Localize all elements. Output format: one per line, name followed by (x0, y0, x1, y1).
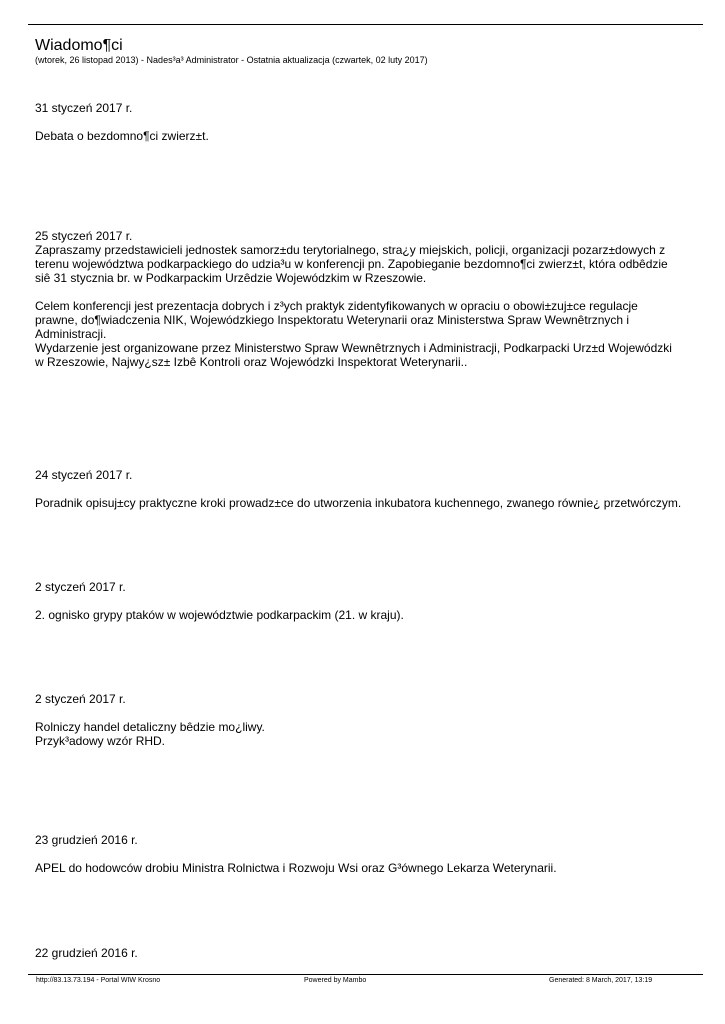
footer-rule (28, 974, 703, 975)
news-item (35, 833, 690, 875)
news-text: APEL do hodowców drobiu Ministra Rolnictwa i Rozwoju Wsi oraz G³ównego Lekarza Weterynarii. (35, 861, 557, 875)
news-item (35, 468, 690, 510)
footer-powered-by: Powered by Mambo (304, 977, 367, 984)
news-date: 22 grudzień 2016 r. (35, 946, 138, 960)
news-date: 25 styczeń 2017 r. (35, 229, 133, 243)
news-text: terenu województwa podkarpackiego do udzia³u w konferencji pn. Zapobieganie bezdomno¶ci zwierz±t, która odbêdzie (35, 257, 668, 271)
news-date: 2 styczeń 2017 r. (35, 692, 126, 706)
news-text: Celem konferencji jest prezentacja dobrych i z³ych praktyk zidentyfikowanych w opraciu o obowi±zuj±ce regulacje (35, 299, 638, 313)
news-item (35, 580, 690, 622)
news-text: Przyk³adowy wzór RHD. (35, 734, 166, 748)
top-rule (28, 24, 703, 25)
news-item (35, 946, 690, 960)
page-title: Wiadomo¶ci (35, 37, 123, 54)
news-text: Administracji. (35, 327, 107, 341)
news-text: Poradnik opisuj±cy praktyczne kroki prowadz±ce do utworzenia inkubatora kuchennego, zwanego równie¿ przetwórczym. (35, 496, 682, 510)
news-text: Rolniczy handel detaliczny bêdzie mo¿liwy. (35, 720, 265, 734)
news-text: Zapraszamy przedstawicieli jednostek samorz±du terytorialnego, stra¿y miejskich, policji, organizacji pozarz±dowych z (35, 243, 666, 257)
news-date: 24 styczeń 2017 r. (35, 468, 133, 482)
news-text: w Rzeszowie, Najwy¿sz± Izbê Kontroli oraz Wojewódzki Inspektorat Weterynarii.. (35, 355, 468, 369)
news-item (35, 229, 690, 369)
news-text: siê 31 stycznia br. w Podkarpackim Urzêdzie Wojewódzkim w Rzeszowie. (35, 271, 427, 285)
news-item (35, 101, 690, 143)
news-text: prawne, do¶wiadczenia NIK, Wojewódzkiego Inspektoratu Weterynarii oraz Ministerstwa Spraw Wewnêtrznych i (35, 313, 630, 327)
news-date: 2 styczeń 2017 r. (35, 580, 126, 594)
news-text: 2. ognisko grypy ptaków w województwie podkarpackim (21. w kraju). (35, 608, 404, 622)
news-date: 23 grudzień 2016 r. (35, 833, 138, 847)
news-text: Debata o bezdomno¶ci zwierz±t. (35, 129, 209, 143)
news-item (35, 692, 690, 748)
footer-url: http://83.13.73.194 - Portal WIW Krosno (36, 977, 161, 984)
page-meta: (wtorek, 26 listopad 2013) - Nades³a³ Administrator - Ostatnia aktualizacja (czwartek, 02 luty 2017) (35, 55, 428, 65)
news-date: 31 styczeń 2017 r. (35, 101, 133, 115)
footer-generated: Generated: 8 March, 2017, 13:19 (549, 977, 653, 984)
news-text: Wydarzenie jest organizowane przez Ministerstwo Spraw Wewnêtrznych i Administracji, Podkarpacki Urz±d Wojewódzki (35, 341, 672, 355)
